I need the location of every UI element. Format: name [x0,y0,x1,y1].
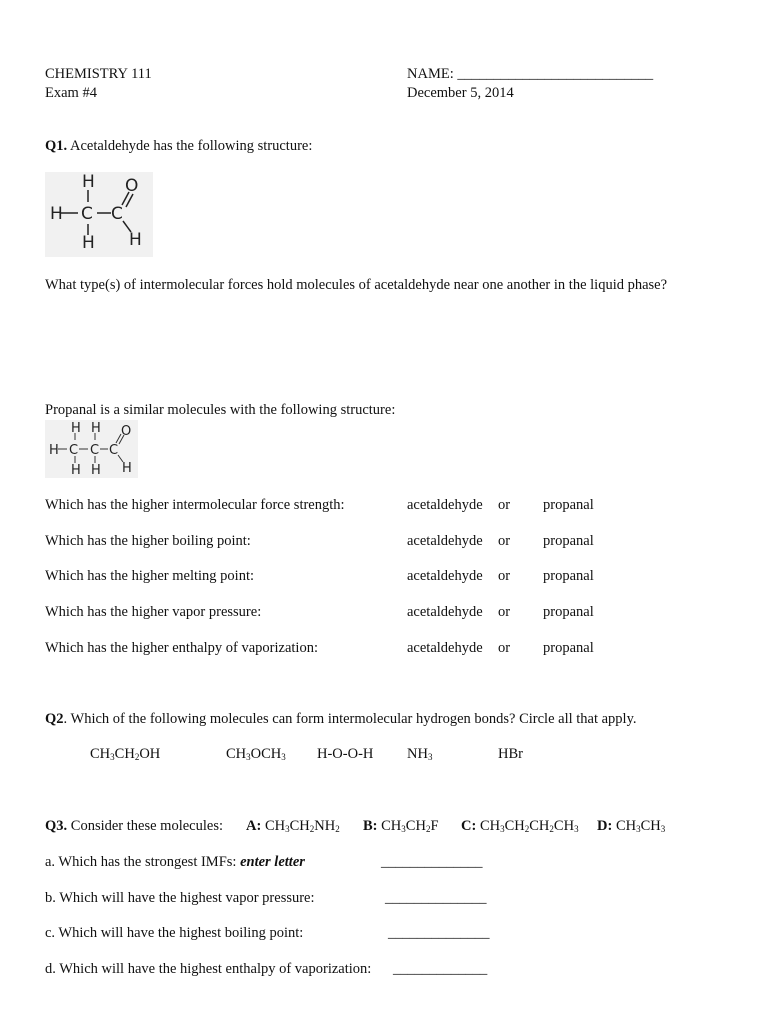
comparison-question: Which has the higher enthalpy of vaporization: [45,640,318,656]
molecule-C: C: $CH_3CH_2CH_2CH_3$ [461,818,579,834]
acetaldehyde-structure [45,172,153,257]
option-acetaldehyde[interactable]: acetaldehyde [407,640,483,656]
option-propanal[interactable]: propanal [543,640,594,656]
q3a-question: a. Which has the strongest IMFs: enter letter [45,854,305,870]
molecule-B: B: $CH_3CH_2F$ [363,818,439,834]
comparison-question: Which has the higher melting point: [45,568,254,584]
q1-imf-question: What type(s) of intermolecular forces hold molecules of acetaldehyde near one another in the liquid phase? [45,277,668,293]
propanal-intro: Propanal is a similar molecules with the following structure: [45,402,396,418]
svg-text:C: C [69,443,79,458]
name-field[interactable]: NAME: ___________________________ [407,66,654,82]
svg-text:H: H [91,463,101,478]
q1-number: Q1. [45,138,68,154]
q3d-question: d. Which will have the highest enthalpy of vaporization: [45,961,372,977]
option-propanal[interactable]: propanal [543,604,594,620]
q3-prompt-text: Consider these molecules: [70,818,223,834]
exam-date: December 5, 2014 [407,85,514,101]
q2-prompt [45,711,637,728]
q3c-question: c. Which will have the highest boiling point: [45,925,304,941]
or-label: or [498,568,511,584]
molecule-hydrogen-peroxide[interactable]: H-O-O-H [317,746,374,762]
atom-h-top: H [82,172,95,192]
svg-text:O: O [121,424,132,439]
or-label: or [498,604,511,620]
molecule-A: A: $CH_3CH_2NH_2$ [246,818,340,834]
molecule-ethanol[interactable]: $CH_3CH_2OH$ [90,746,161,762]
option-acetaldehyde[interactable]: acetaldehyde [407,568,483,584]
q3-prompt [45,818,223,835]
molecule-dimethyl-ether[interactable]: $CH_3OCH_3$ [226,746,286,762]
q2-prompt-text: . Which of the following molecules can form intermolecular hydrogen bonds? Circle all that apply. [63,711,637,727]
exam-number: Exam #4 [45,85,97,101]
q3-number: Q3. [45,818,68,834]
or-label: or [498,533,511,549]
q3b-question: b. Which will have the highest vapor pressure: [45,890,315,906]
atom-h-bottom: H [82,233,95,253]
option-propanal[interactable]: propanal [543,497,594,513]
option-propanal[interactable]: propanal [543,533,594,549]
svg-text:H: H [71,421,81,436]
molecule-D: D: $CH_3CH_3$ [597,818,666,834]
propanal-structure [45,420,138,478]
q3b-answer-blank[interactable]: ______________ [385,890,487,906]
q3d-answer-blank[interactable]: _____________ [393,961,488,977]
atom-o: O [125,176,139,196]
svg-text:H: H [91,421,101,436]
q3a-answer-blank[interactable]: ______________ [381,854,483,870]
atom-h-left: H [50,204,63,224]
option-acetaldehyde[interactable]: acetaldehyde [407,533,483,549]
svg-text:C: C [109,443,119,458]
svg-text:H: H [71,463,81,478]
q3c-answer-blank[interactable]: ______________ [388,925,490,941]
course-title: CHEMISTRY 111 [45,66,152,82]
comparison-question: Which has the higher intermolecular force strength: [45,497,345,513]
q2-number: Q2 [45,711,64,727]
comparison-question: Which has the higher boiling point: [45,533,251,549]
svg-text:H: H [49,443,59,458]
q1-prompt-text: Acetaldehyde has the following structure: [69,138,313,154]
option-acetaldehyde[interactable]: acetaldehyde [407,604,483,620]
molecule-hbr[interactable]: HBr [498,746,523,762]
q3a-hint: enter letter [240,854,305,870]
comparison-question: Which has the higher vapor pressure: [45,604,262,620]
option-acetaldehyde[interactable]: acetaldehyde [407,497,483,513]
q1-prompt [45,138,312,155]
atom-h-aldehyde: H [129,230,142,250]
or-label: or [498,640,511,656]
or-label: or [498,497,511,513]
option-propanal[interactable]: propanal [543,568,594,584]
atom-c-2: C [111,204,123,224]
molecule-ammonia[interactable]: $NH_3$ [407,746,433,762]
svg-text:C: C [90,443,100,458]
atom-c-1: C [81,204,93,224]
svg-text:H: H [122,461,132,476]
